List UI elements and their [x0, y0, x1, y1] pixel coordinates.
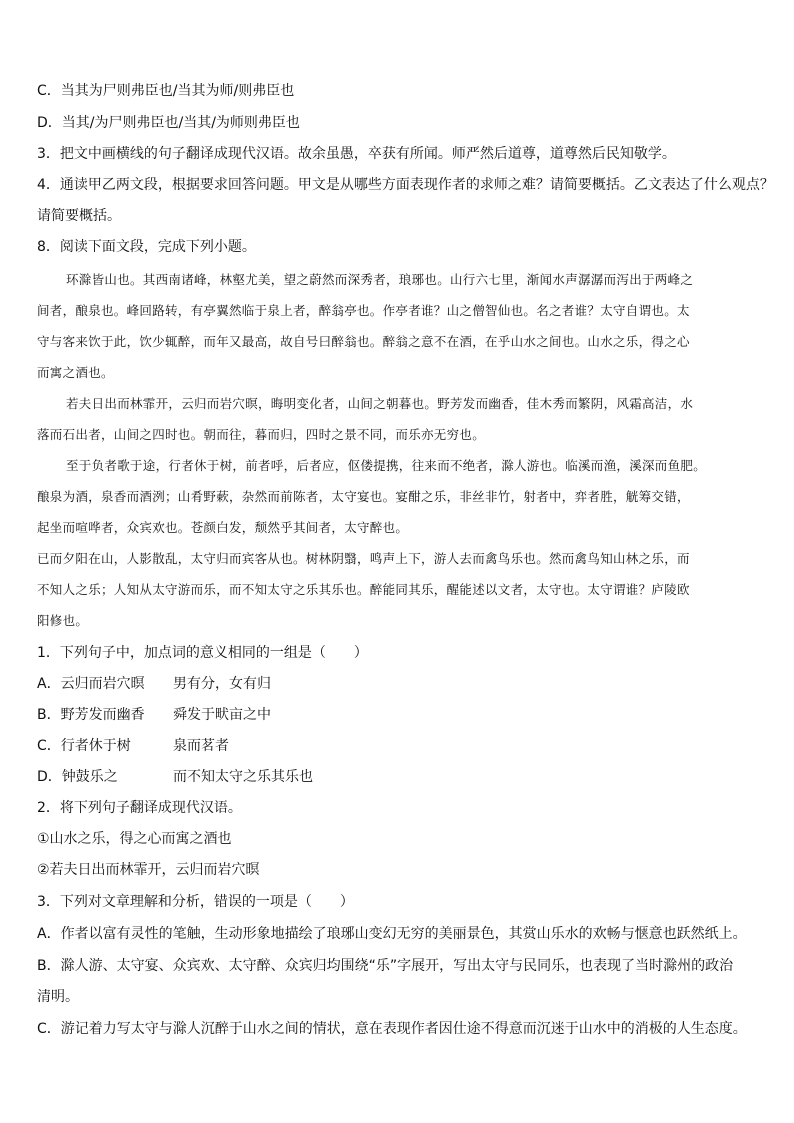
option-d-text: D．当其/为尸则弗臣也/当其/为师则弗臣也: [37, 115, 300, 131]
question-3-stem: 3．下列对文章理解和分析，错误的一项是（ ）: [37, 894, 354, 910]
question-4-line-2: 请简要概括。: [37, 208, 121, 224]
question-1-stem: 1．下列句子中，加点词的意义相同的一组是（ ）: [37, 645, 368, 661]
question-3-option-b-cont: 清明。: [37, 989, 79, 1005]
passage-line: 已而夕阳在山，人影散乱，太守归而宾客从也。树林阴翳，鸣声上下，游人去而禽鸟乐也。然而禽鸟知山林之乐，而: [37, 551, 690, 566]
passage-line: 至于负者歌于途，行者休于树，前者呼，后者应，伛偻提携，往来而不绝者，滁人游也。临溪而渔，溪深而鱼肥。: [66, 458, 707, 473]
option-a-right: 男有分，女有归: [173, 676, 271, 692]
question-3-option-a: A．作者以富有灵性的笔触，生动形象地描绘了琅琊山变幻无穷的美丽景色，其赏山乐水的欢畅与惬意也跃然纸上。: [37, 926, 747, 942]
passage-line: 落而石出者，山间之四时也。朝而往，暮而归，四时之景不同，而乐亦无穷也。: [37, 427, 486, 442]
option-b-right: 舜发于畎亩之中: [173, 707, 271, 723]
passage-line: 间者，酿泉也。峰回路转，有亭翼然临于泉上者，醉翁亭也。作亭者谁？山之僧智仙也。名之者谁？太守自谓也。太: [37, 303, 690, 318]
option-c-text: C．当其为尸则弗臣也/当其为师/则弗臣也: [37, 83, 295, 99]
option-c-right: 泉而茗者: [173, 738, 229, 754]
passage-line: 不知人之乐；人知从太守游而乐，而不知太守之乐其乐也。醉能同其乐，醒能述以文者，太守也。太守谓谁？庐陵欧: [37, 582, 690, 597]
section-8-heading: 8．阅读下面文段，完成下列小题。: [37, 239, 256, 255]
question-4-line-1: 4．通读甲乙两文段，根据要求回答问题。甲文是从哪些方面表现作者的求师之难？请简要概括。乙文表达了什么观点？: [37, 177, 774, 193]
question-1-option-c: [37, 736, 229, 756]
question-2-item-1: ①山水之乐，得之心而寓之酒也: [37, 831, 232, 847]
option-a-left: A．云归而岩穴暝: [37, 676, 145, 692]
option-d-right: 而不知太守之乐其乐也: [173, 769, 313, 785]
passage-line: 若夫日出而林霏开，云归而岩穴暝，晦明变化者，山间之朝暮也。野芳发而幽香，佳木秀而繁阴，风霜高洁，水: [66, 396, 694, 411]
question-1-option-b: [37, 705, 271, 725]
option-c-left: C．行者休于树: [37, 738, 131, 754]
passage-line: 而寓之酒也。: [37, 365, 114, 380]
passage-line: 起坐而喧哗者，众宾欢也。苍颜白发，颓然乎其间者，太守醉也。: [37, 520, 409, 535]
passage-line: 环滁皆山也。其西南诸峰，林壑尤美，望之蔚然而深秀者，琅琊也。山行六七里，渐闻水声潺潺而泻出于两峰之: [66, 272, 694, 287]
question-1-option-a: [37, 674, 271, 694]
question-3-option-c: C．游记着力写太守与滁人沉醉于山水之间的情状，意在表现作者因仕途不得意而沉迷于山水中的消极的人生态度。: [37, 1021, 747, 1037]
question-3-translate: 3．把文中画横线的句子翻译成现代汉语。故余虽愚，卒获有所闻。师严然后道尊，道尊然后民知敬学。: [37, 146, 676, 162]
passage-line: 酿泉为酒，泉香而酒洌；山肴野蔌，杂然而前陈者，太守宴也。宴酣之乐，非丝非竹，射者中，弈者胜，觥筹交错，: [37, 489, 690, 504]
question-2-item-2: ②若夫日出而林霏开，云归而岩穴暝: [37, 862, 260, 878]
question-1-option-d: [37, 767, 313, 787]
question-3-option-b: B．滁人游、太守宴、众宾欢、太守醉、众宾归均围绕“乐”字展开，写出太守与民同乐，也表现了当时滁州的政治: [37, 958, 734, 974]
option-b-left: B．野芳发而幽香: [37, 707, 145, 723]
option-d-left: D．钟鼓乐之: [37, 769, 118, 785]
question-2-stem: 2．将下列句子翻译成现代汉语。: [37, 800, 242, 816]
passage-line: 守与客来饮于此，饮少辄醉，而年又最高，故自号曰醉翁也。醉翁之意不在酒，在乎山水之间也。山水之乐，得之心: [37, 334, 690, 349]
passage-line: 阳修也。: [37, 613, 89, 628]
